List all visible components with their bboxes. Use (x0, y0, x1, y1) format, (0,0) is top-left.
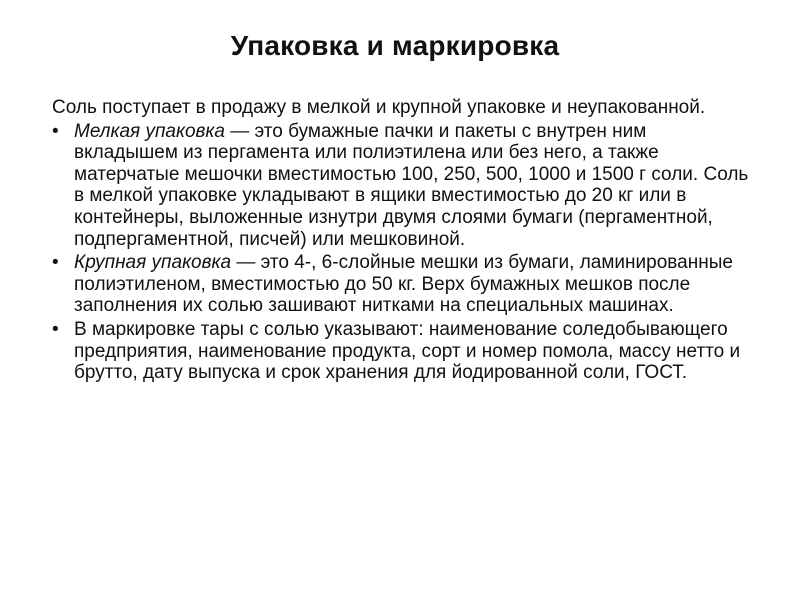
bullet-text: — это 4-, 6-слойные мешки из бумаги, ламинированные полиэтиленом, вместимостью до 50 кг. Верх бумажных мешков после заполнения их солью зашивают нитками на специальных машинах. (74, 252, 733, 317)
bullet-icon: • (52, 120, 59, 142)
bullet-text: — это бумажные пачки и пакеты с внутрен ним вкладышем из пергамента или полиэтилена или без него, а также матерчатые мешочки вместимостью 100, 250, 500, 1000 и 1500 г соли. Соль в мелкой упаковке укладывают в ящики вместимостью до 20 кг или в контейнеры, выложенные изнутри двумя слоями бумаги (пергаментной, подпергаментной, писчей) или мешковиной. (74, 120, 749, 250)
bullet-icon: • (52, 318, 59, 340)
slide-title: Упаковка и маркировка (230, 30, 560, 61)
bullet-list (52, 121, 752, 384)
bullet-item-small-packaging (52, 121, 752, 251)
bullet-term: Мелкая упаковка (74, 120, 225, 142)
bullet-item-large-packaging (52, 252, 752, 317)
bullet-item-marking (52, 319, 752, 384)
bullet-text: В маркировке тары с солью указывают: наименование соледобывающего предприятия, наименование продукта, сорт и номер помола, массу нетто и брутто, дату выпуска и срок хранения для йодированной соли, ГОСТ. (74, 318, 741, 384)
slide-content (52, 97, 752, 386)
intro-text: Соль поступает в продажу в мелкой и крупной упаковке и неупакованной. (52, 97, 706, 118)
bullet-term: Крупная упаковка (74, 252, 232, 274)
bullet-icon: • (52, 252, 59, 274)
